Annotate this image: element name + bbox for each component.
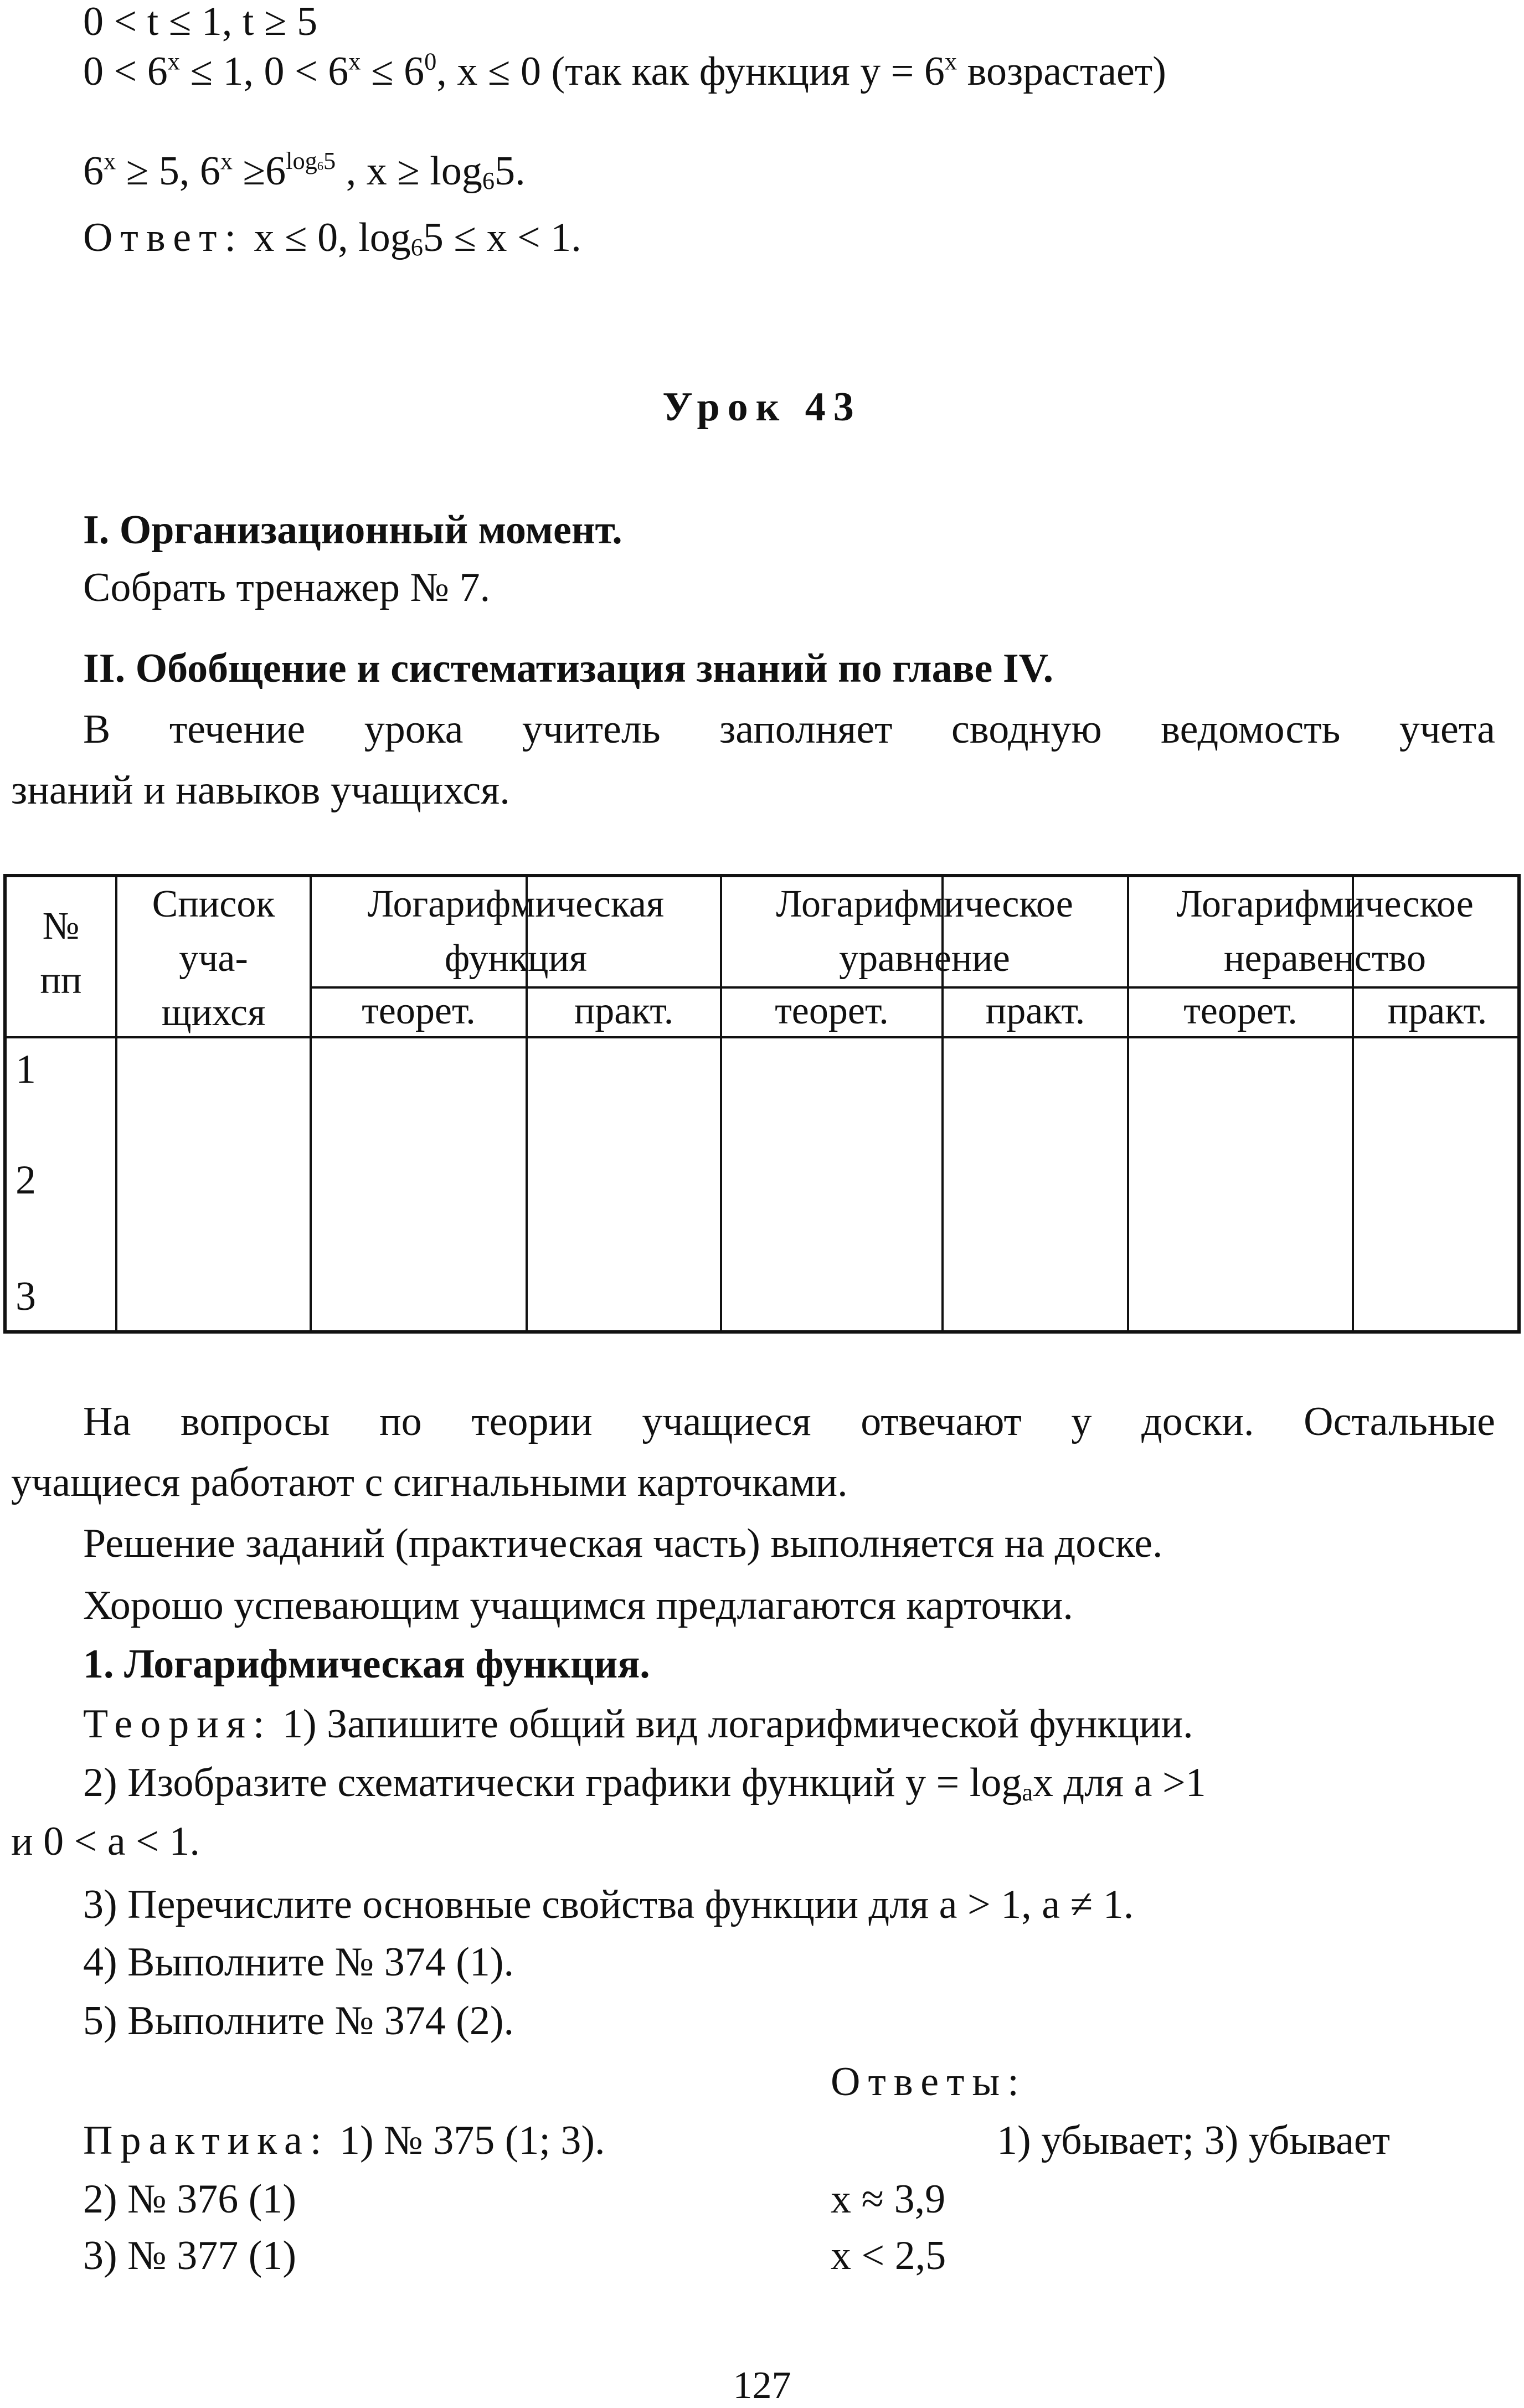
section-2-heading: II. Обобщение и систематизация знаний по главе IV. <box>83 646 1054 691</box>
body-paragraph-2: Решение заданий (практическая часть) выполняется на доске. <box>83 1521 1163 1566</box>
table-row-number: 2 <box>16 1157 36 1203</box>
subheader-theory: теорет. <box>775 990 889 1032</box>
practice-line-1: Практика: 1) № 375 (1; 3). <box>83 2118 605 2163</box>
heading-log-function: 1. Логарифмическая функция. <box>83 1642 650 1687</box>
header-log-equation: Логарифмическое уравнение <box>776 883 1073 980</box>
answer-label: Ответ: <box>83 215 244 260</box>
math-line-3: $6^x \ge 5$, $6^x \ge 6^{log65}$ , $x \ge \log_65$. <box>83 147 526 194</box>
header-number: № пп <box>40 905 82 1002</box>
theory-item-2-line-1: 2) Изобразите схематически графики функций $y = \log_ax$ для a >1 <box>83 1760 1206 1806</box>
subheader-practice: практ. <box>574 990 674 1032</box>
math-line-1: 0 < t ≤ 1, t ≥ 5 <box>83 0 318 44</box>
answer-2: x ≈ 3,9 <box>831 2177 946 2222</box>
answers-label: Ответы: <box>831 2059 1027 2105</box>
exponent-log: log65 <box>286 147 336 175</box>
table-row-number: 3 <box>16 1274 36 1319</box>
body-paragraph-1-line-1: На вопросы по теории учащиеся отвечают у доски. Остальные <box>83 1399 1495 1444</box>
math-line-2: $0 < 6^x \le 1$, $0 < 6^x \le 6^0$, x ≤ 0 (так как функция $y = 6^x$ возрастает) <box>83 47 1166 94</box>
knowledge-table <box>3 874 1521 1334</box>
subheader-theory: теорет. <box>362 990 476 1032</box>
theory-label: Теория: <box>83 1701 272 1747</box>
theory-line-1: Теория: 1) Запишите общий вид логарифмической функции. <box>83 1701 1193 1747</box>
practice-label: Практика: <box>83 2118 329 2163</box>
answer-1: 1) убывает; 3) убывает <box>997 2118 1391 2163</box>
subheader-theory: теорет. <box>1183 990 1298 1032</box>
answer-3: x < 2,5 <box>831 2233 946 2278</box>
section-1-text: Собрать тренажер № 7. <box>83 565 491 610</box>
lesson-title: Урок 43 <box>662 384 862 430</box>
practice-line-2: 2) № 376 (1) <box>83 2177 297 2222</box>
theory-item-5: 5) Выполните № 374 (2). <box>83 1998 514 2044</box>
page-number: 127 <box>733 2364 791 2407</box>
table-row-number: 1 <box>16 1047 36 1092</box>
header-log-function: Логарифмическая функция <box>367 883 665 980</box>
subheader-practice: практ. <box>985 990 1085 1032</box>
theory-item-2-line-2: и 0 < a < 1. <box>11 1819 200 1864</box>
section-1-heading: I. Организационный момент. <box>83 507 622 553</box>
body-paragraph-1-line-2: учащиеся работают с сигнальными карточками. <box>11 1460 848 1505</box>
header-log-inequality: Логарифмическое неравенство <box>1176 883 1474 980</box>
theory-item-4: 4) Выполните № 374 (1). <box>83 1939 514 1985</box>
header-student-list: Список уча- щихся <box>152 883 275 1034</box>
answer-line: Ответ: x ≤ 0, $\log_65 \le x < 1$. <box>83 215 581 261</box>
theory-item-3: 3) Перечислите основные свойства функции для a > 1, a ≠ 1. <box>83 1882 1134 1927</box>
section-2-paragraph-line-2: знаний и навыков учащихся. <box>11 768 510 813</box>
subheader-practice: практ. <box>1387 990 1487 1032</box>
practice-line-3: 3) № 377 (1) <box>83 2233 297 2278</box>
body-paragraph-3: Хорошо успевающим учащимся предлагаются карточки. <box>83 1583 1073 1628</box>
section-2-paragraph-line-1: В течение урока учитель заполняет сводную ведомость учета <box>83 707 1495 752</box>
